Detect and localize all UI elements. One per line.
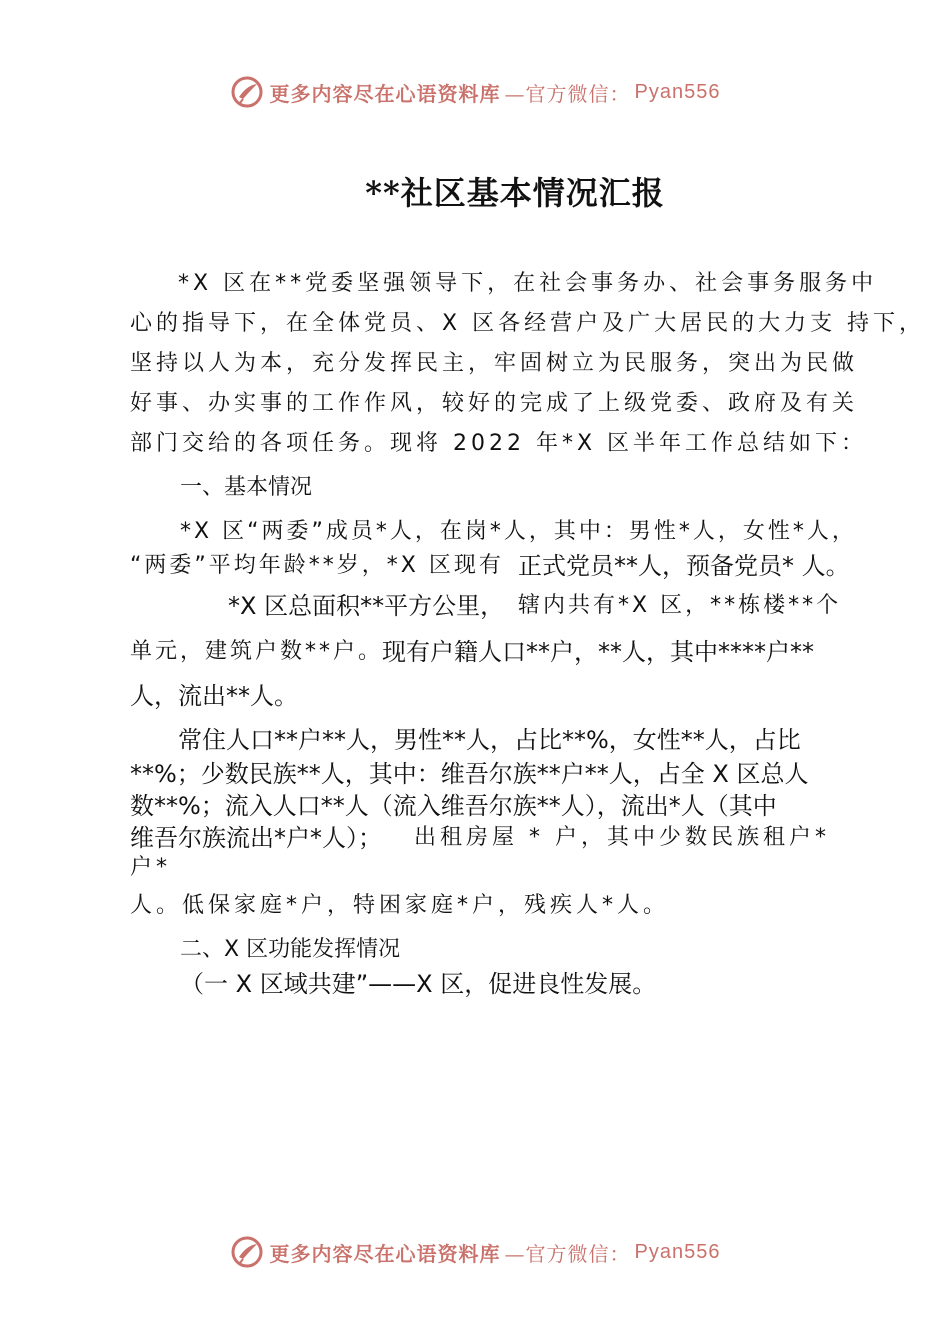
watermark-header bbox=[0, 72, 950, 112]
paragraph-line: 人，流出**人。 bbox=[130, 682, 298, 710]
watermark-id: Pyan556 bbox=[634, 1240, 721, 1263]
document-title: **社区基本情况汇报 bbox=[365, 174, 665, 212]
paragraph-line: 现有户籍人口**户，**人，其中****户** bbox=[382, 638, 814, 666]
paragraph-line: 数**%；流入人口**人（流入维吾尔族**人），流出*人（其中 bbox=[130, 792, 777, 820]
section-heading: 一、基本情况 bbox=[180, 475, 313, 500]
paragraph-line: 人。低保家庭*户，特困家庭*户，残疾人*人。 bbox=[130, 893, 670, 918]
paragraph-line: *X 区在**党委坚强领导下，在社会事务办、社会事务服务中 bbox=[178, 271, 878, 296]
paragraph-line: 维吾尔族流出*户*人）； bbox=[130, 824, 382, 852]
paragraph-line: **%；少数民族**人，其中：维吾尔族**户**人，占全 X 区总人 bbox=[130, 760, 809, 788]
paragraph-line: 辖内共有*X 区，**栋楼**个 bbox=[518, 593, 842, 618]
paragraph-line: 好事、办实事的工作作风，较好的完成了上级党委、政府及有关 bbox=[130, 391, 859, 416]
watermark-footer bbox=[0, 1232, 950, 1272]
paragraph-line: *X 区“两委”成员*人，在岗*人，其中：男性*人，女性*人， bbox=[180, 519, 857, 544]
paragraph-line: 部门交给的各项任务。现将 2022 年*X 区半年工作总结如下： bbox=[130, 431, 868, 456]
pen-logo-icon bbox=[230, 1235, 264, 1269]
watermark-text: 更多内容尽在心语资料库 bbox=[269, 81, 501, 106]
subsection-heading: （一 X 区域共建”——X 区，促进良性发展。 bbox=[180, 970, 657, 998]
paragraph-line: 心的指导下，在全体党员、X 区各经营户及广大居民的大力支 持下， bbox=[130, 311, 926, 336]
paragraph-line: 坚持以人为本，充分发挥民主，牢固树立为民服务，突出为民做 bbox=[130, 351, 859, 376]
watermark-text: 更多内容尽在心语资料库 bbox=[269, 1241, 501, 1266]
watermark-suffix: —官方微信： bbox=[504, 1241, 631, 1266]
paragraph-line: 单元，建筑户数**户。 bbox=[130, 639, 384, 664]
paragraph-line: 正式党员**人，预备党员* 人。 bbox=[518, 552, 850, 580]
section-heading: 二、X 区功能发挥情况 bbox=[180, 937, 401, 962]
pen-logo-icon bbox=[230, 75, 264, 109]
watermark-id: Pyan556 bbox=[634, 80, 721, 103]
watermark-suffix: —官方微信： bbox=[504, 81, 631, 106]
paragraph-line: 出租房屋 * 户，其中少数民族租户* bbox=[414, 825, 830, 850]
paragraph-line: 户* bbox=[130, 855, 172, 880]
paragraph-line: “两委”平均年龄**岁，*X 区现有 bbox=[130, 553, 504, 578]
paragraph-line: *X 区总面积**平方公里， bbox=[228, 592, 505, 620]
paragraph-line: 常住人口**户**人，男性**人，占比**%，女性**人，占比 bbox=[178, 726, 801, 754]
